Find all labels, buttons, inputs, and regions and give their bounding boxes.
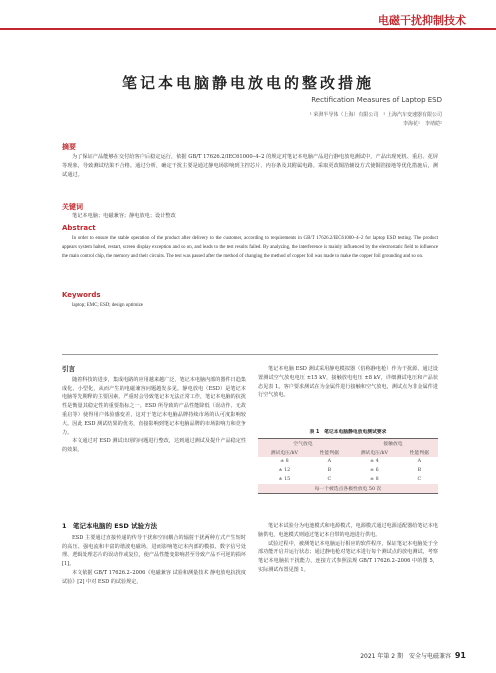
table-header: 性能判据 [319, 451, 339, 456]
page-number: 91 [454, 651, 466, 660]
abstract-text-en: In order to ensure the stable operation of the product after delivery to the customer, according to requirements in GB/T 17626.2/IEC61000–4–2 for laptop ESD testing. The product appears system halted, restart, screen display exception and so on, and leads to the test results failed. By analyzing, the interference is mainly influenced by the electrostatic field to influence the main control chip, the memory and their circuits. The test was passed after the method of changing the method of copper foil was made to make the copper foil grounding and so on. [62, 236, 438, 259]
intro-section [62, 365, 246, 455]
table-cell: ± 6 [370, 468, 379, 473]
right-paragraph-2: 笔记本试验分为电池模式和电源模式，电源模式通过电源适配器给笔记本电脑供电，电池模式则通过笔记本自带的电池进行供电。 [258, 523, 438, 538]
keywords-heading-en: Keywords [62, 291, 101, 299]
table-cell: ± 8 [370, 477, 379, 482]
table-cell: ± 4 [370, 459, 379, 464]
section-1-paragraph-1: ESD 主要通过直接传递的传导干扰和空间耦合的辐射干扰两种方式产生短时的高压、强电流和丰富的谐波电磁场，进而影响笔记本内部的模拟、数字信号处理、逻辑处理芯片的误动作或复位，使产品性能变影响甚至导致产品不可逆的损坏 [1]。 [62, 534, 246, 568]
page-footer [360, 651, 466, 660]
table-header: 测试电压/kV [270, 451, 298, 456]
table-cell: A [417, 459, 422, 464]
keywords-en: laptop; EMC; ESD; design optimize [72, 303, 143, 308]
table-caption: 表 1 笔记本电脑静电放电测试要求 [309, 430, 387, 435]
affiliation: ¹ 荣湃半导体（上海）有限公司 ² 上海汽车变速器有限公司 [309, 112, 442, 118]
abstract-text-cn: 为了保证产品能够在交付给客户后稳定运行，依据 GB/T 17626.2/IEC61000–4–2 的规定对笔记本电脑产品进行静电放电测试中，产品出现死机、重启、花屏等现象，导致测试结果不合格。通过分析，确定干扰主要是通过静电场影响到主控芯片、内存条及其附属电路。采取更改铜箔辅设方式使铜箔接地等优化措施后，测试通过。 [62, 154, 438, 178]
header-rule [0, 28, 496, 30]
table-cell: A [327, 459, 332, 464]
authors: 李海花¹ 李靖皑² [402, 121, 442, 127]
right-column-bottom [258, 522, 438, 575]
table-cell: ± 15 [278, 477, 291, 482]
journal-issue: 2021 年第 2 期 安全与电磁兼容 [360, 653, 452, 660]
right-paragraph-3: 试验过程中，被测笔记本电脑运行相应的软件程序，保证笔记本电脑处于全部功能开启并运行状态；通过静电枪对笔记本进行每个测试点的放电测试，考察笔记本电脑抗干扰能力，连接方式参照法规 GB/T 17626.2–2006 中的图 5，实际测试布置见图 1。 [258, 540, 438, 573]
table-row [258, 475, 438, 484]
table-header: 测试电压/kV [360, 451, 388, 456]
section-1 [62, 522, 246, 587]
table-group-contact: 接触放电 [383, 442, 403, 447]
intro-paragraph-2: 本文通过对 ESD 测试出现的问题进行整改，达到通过测试及提升产品稳定性的效果。 [62, 438, 246, 454]
table-note: 每一个被选点各极性放电 50 次 [314, 487, 382, 492]
abstract-divider [62, 354, 438, 355]
abstract-heading-en: Abstract [62, 224, 96, 232]
table-cell: B [417, 468, 422, 473]
table-row [258, 466, 438, 475]
section-1-heading: 1 笔记本电脑的 ESD 试验方法 [62, 522, 158, 530]
intro-heading: 引言 [62, 365, 75, 373]
right-column-top [258, 365, 438, 400]
intro-paragraph-1: 随着科技的进步，集成电路的应用越来越广泛，笔记本电脑内部的器件日趋集成化、小型化，从而产生的电磁兼容问题越发多见。静电放电（ESD）是笔记本电脑等先期释的主要因素，严重时会导致笔记本无法正常工作，笔记本电脑的抗扰性是衡量其稳定性的重要指标之一。ESD 所导致的产品性能降低（误动作、无故重启等）使得用户体验感变差，这对于笔记本电脑品牌持续市场的认可度影响较大。因此 ESD 测试结果的优劣，直接影响到笔记本电脑品牌的市场影响力和竞争力。 [62, 376, 246, 436]
article-subtitle: Rectification Measures of Laptop ESD [311, 96, 442, 104]
table-row [258, 457, 438, 466]
table-cell: B [327, 468, 332, 473]
abstract-heading-cn: 摘要 [62, 143, 76, 151]
table-cell: ± 12 [278, 468, 291, 473]
table-cell: C [417, 477, 422, 482]
keywords-cn: 笔记本电脑；电磁兼容；静电放电；设计整改 [72, 213, 176, 219]
table-cell: ± 8 [280, 459, 289, 464]
author-block [310, 111, 442, 129]
right-paragraph-1: 笔记本电脑 ESD 测试采用静电模拟器（俗称静电枪）作为干扰源。通过设置测试空气放电电压 ±15 kV，接触放电电压 ±8 kV，详细测试电压和产品状态见表 1。客户要求测试在为金属件进行接触和空气放电，测试点为非金属件进行空气放电。 [258, 366, 438, 399]
section-1-paragraph-2: 本文依据 GB/T 17626.2–2006《电磁兼容 试验和测量技术 静电放电抗扰度试验》[2] 中对 ESD 的试验规定， [62, 569, 246, 585]
table-1 [258, 438, 438, 494]
section-label: 电磁干扰抑制技术 [378, 14, 466, 27]
keywords-heading-cn: 关键词 [62, 203, 83, 211]
table-header: 性能判据 [409, 451, 429, 456]
table-group-air: 空气放电 [293, 442, 313, 447]
article-title: 笔记本电脑静电放电的整改措施 [121, 74, 374, 92]
table-cell: C [327, 477, 332, 482]
